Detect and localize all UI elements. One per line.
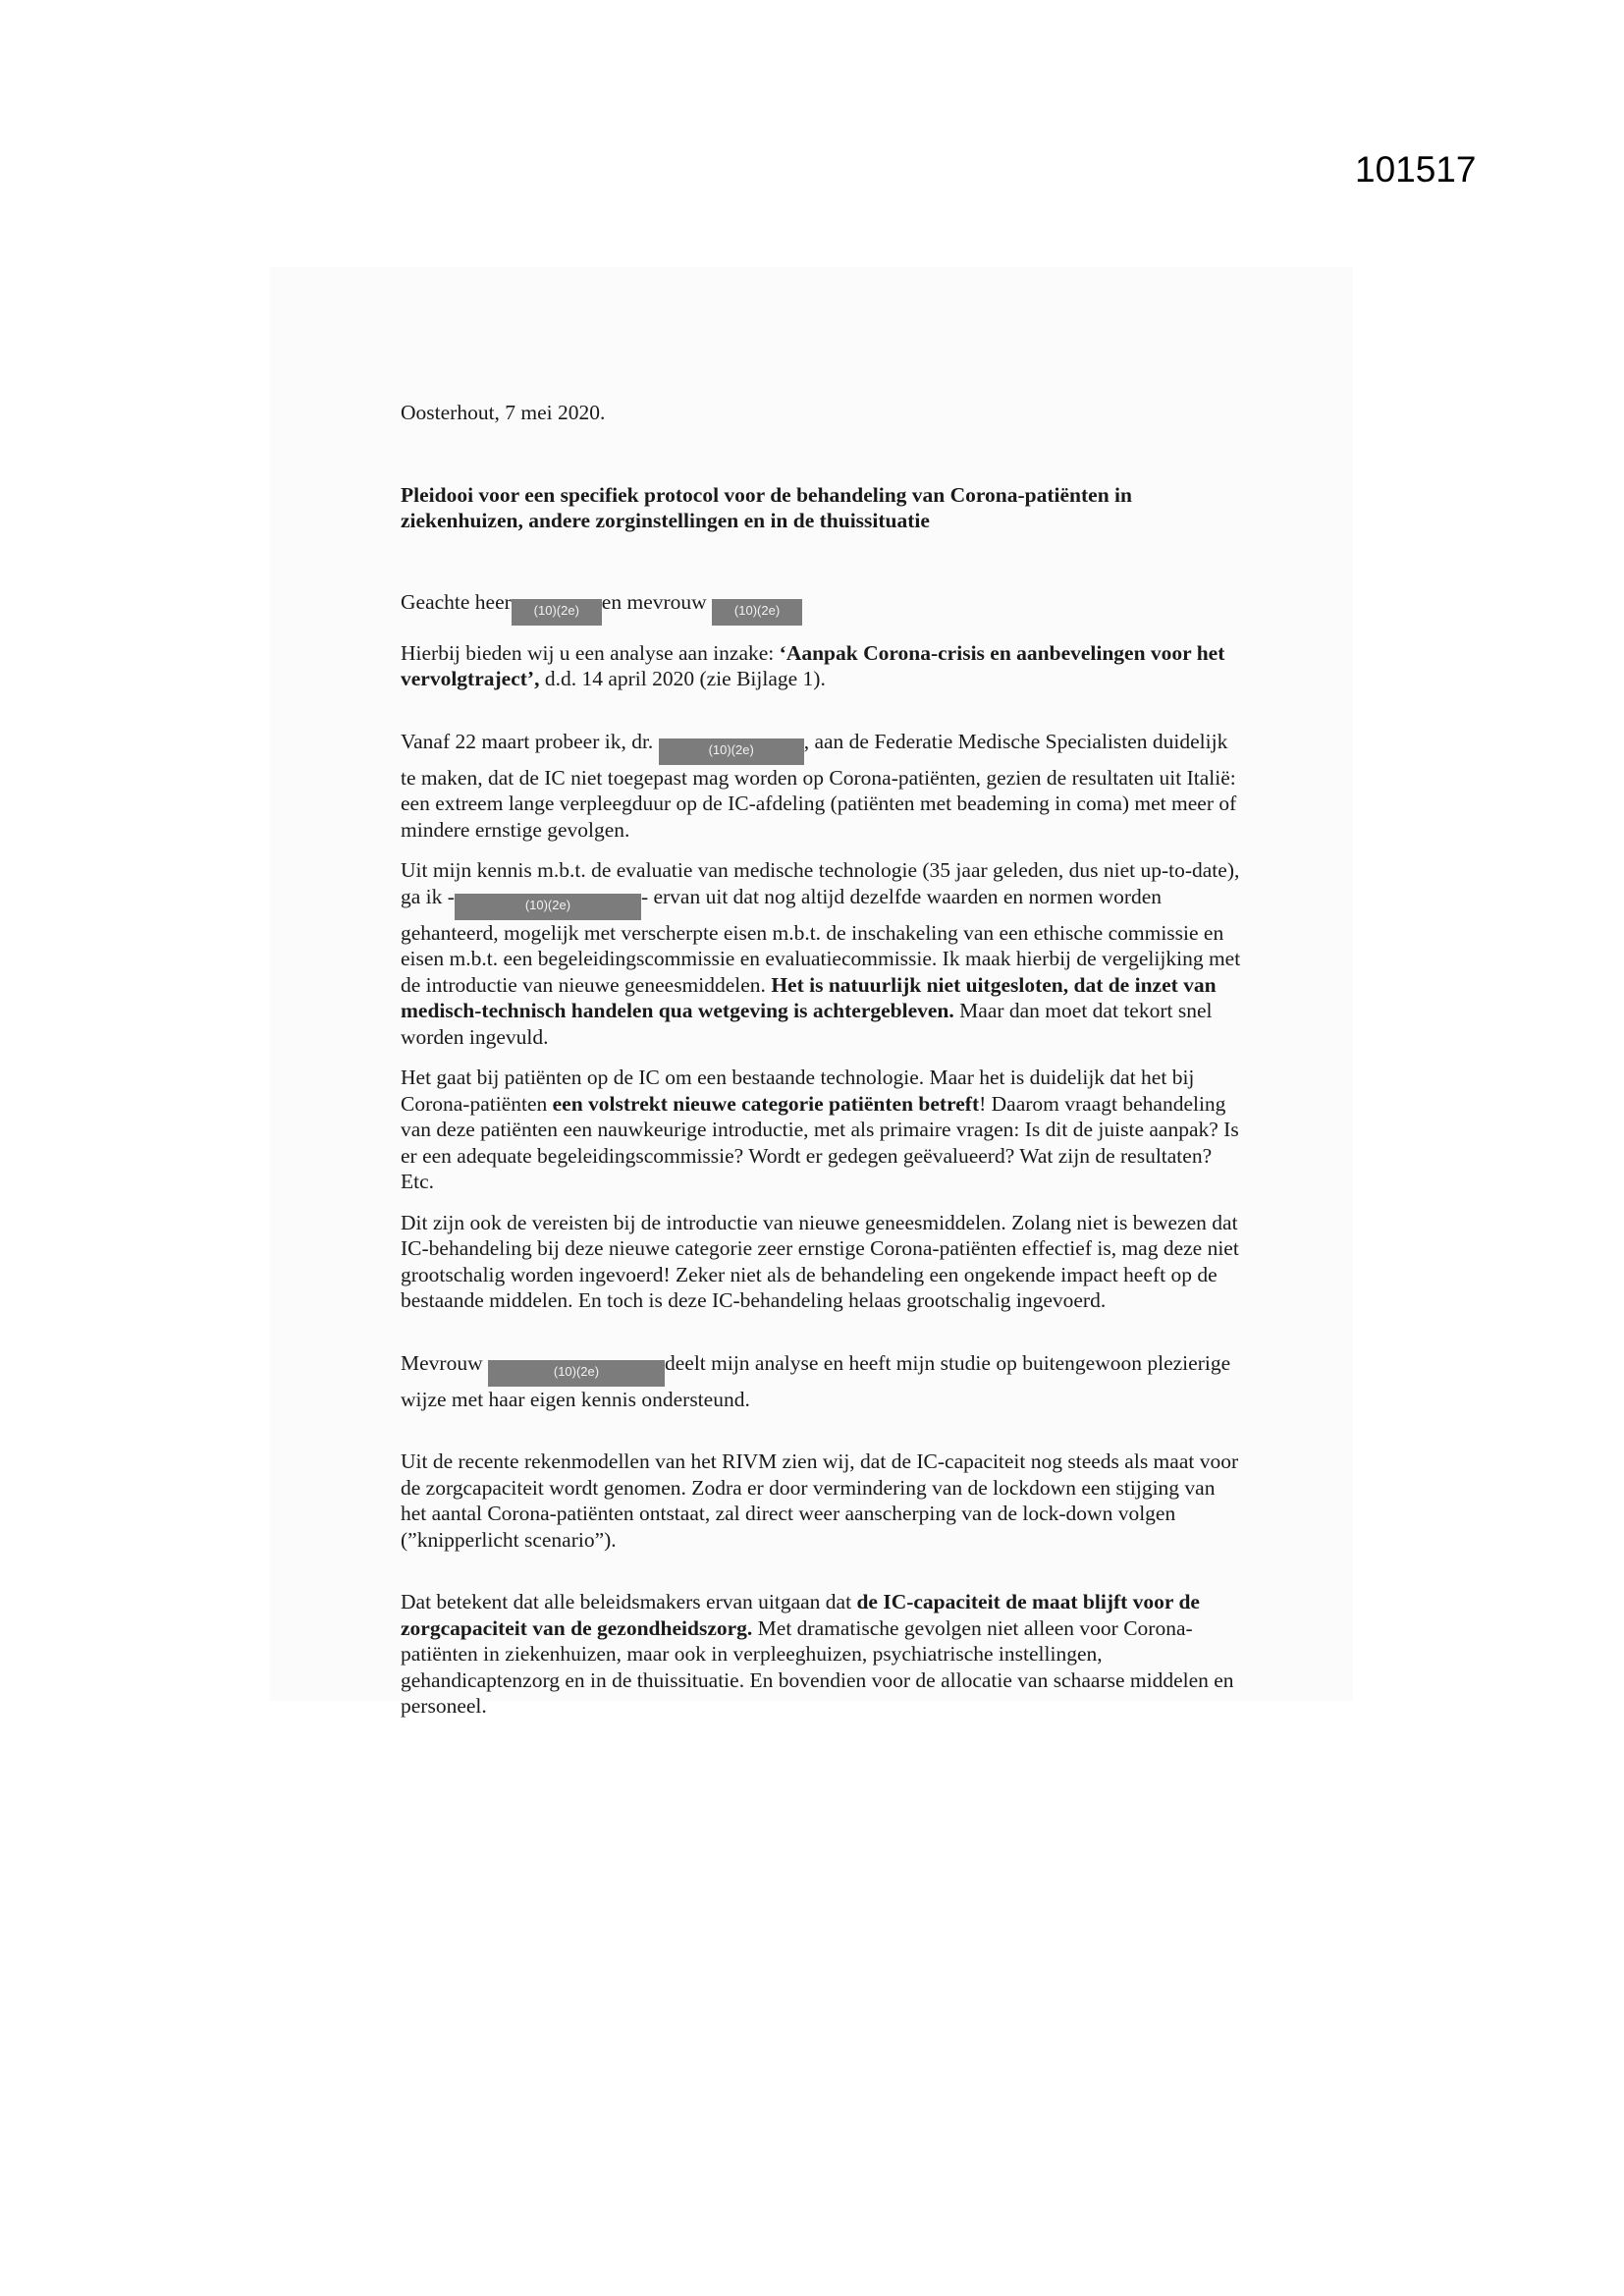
paragraph-support bbox=[401, 1350, 1245, 1413]
document-number: 101517 bbox=[1355, 149, 1477, 190]
paragraph-text: Het gaat bij patiënten op de IC om een bestaande technologie. Maar het is duidelijk dat het bij Corona-patiënten bbox=[401, 1066, 1195, 1116]
greeting bbox=[401, 589, 1245, 626]
paragraph-text: ! Daarom vraagt behandeling van deze patiënten een nauwkeurige introductie, met als primaire vragen: Is dit de juiste aanpak? Is er een adequate begeleidingscommissie? Wordt er gedegen geëvalueerd? Wat zijn de resultaten? Etc. bbox=[401, 1091, 1239, 1193]
paragraph-text: , aan de Federatie Medische Specialisten duidelijk te maken, dat de IC niet toegepast mag worden op Corona-patiënten, gezien de resultaten uit Italië: een extreem lange verpleegduur op de IC-afdeling (patiënten met beademing in coma) met meer of mindere ernstige gevolgen. bbox=[401, 729, 1237, 842]
letter-subject: Pleidooi voor een specifiek protocol voor de behandeling van Corona-patiënten in ziekenhuizen, andere zorginstellingen en in de thuissituatie bbox=[401, 482, 1132, 532]
paragraph-text: Uit mijn kennis m.b.t. de evaluatie van medische technologie (35 jaar geleden, dus niet up-to-date), ga ik - bbox=[401, 858, 1240, 908]
paragraph-text: Maar dan moet dat tekort snel worden ingevuld. bbox=[401, 999, 1213, 1049]
paragraph-text: Dat betekent dat alle beleidsmakers ervan uitgaan dat bbox=[401, 1590, 857, 1613]
paragraph-bold: de IC-capaciteit de maat blijft voor de zorgcapaciteit van de gezondheidszorg. bbox=[401, 1590, 1200, 1640]
greeting-text-1: Geachte heer bbox=[401, 589, 512, 614]
paragraph-intro bbox=[401, 640, 1245, 692]
greeting-text-2: en mevrouw bbox=[601, 589, 707, 614]
letter-body bbox=[401, 400, 1245, 1734]
redaction-box: (10)(2e) bbox=[512, 599, 602, 626]
paragraph-text: - ervan uit dat nog altijd dezelfde waarden en normen worden gehanteerd, mogelijk met verscherpte eisen m.b.t. de inschakeling van een ethische commissie en eisen m.b.t. een begeleidingscommissie en evaluatiecommissie. Ik maak hierbij de vergelijking met de introductie van nieuwe geneesmiddelen. bbox=[401, 884, 1241, 997]
paragraph-text: Mevrouw bbox=[401, 1350, 488, 1375]
place-date: Oosterhout, 7 mei 2020. bbox=[401, 401, 606, 424]
paragraph-text: Met dramatische gevolgen niet alleen voor Corona-patiënten in ziekenhuizen, maar ook in verpleeghuizen, psychiatrische instellingen, gehandicaptenzorg en in de thuissituatie. En bovendien voor de allocatie van schaarse middelen en personeel. bbox=[401, 1615, 1234, 1718]
paragraph-conclusion bbox=[401, 1589, 1245, 1720]
redaction-box: (10)(2e) bbox=[712, 599, 802, 626]
paragraph-requirements: Dit zijn ook de vereisten bij de introductie van nieuwe geneesmiddelen. Zolang niet is bewezen dat IC-behandeling bij deze nieuwe categorie zeer ernstige Corona-patiënten effectief is, mag deze niet grootschalig worden ingevoerd! Zeker niet als de behandeling een ongekende impact heeft op de bestaande middelen. En toch is deze IC-behandeling helaas grootschalig ingevoerd. bbox=[401, 1210, 1239, 1312]
paragraph-bold: Het is natuurlijk niet uitgesloten, dat de inzet van medisch-technisch handelen qua wetgeving is achtergebleven. bbox=[401, 972, 1217, 1022]
paragraph-text: Vanaf 22 maart probeer ik, dr. bbox=[401, 729, 659, 753]
paragraph-rivm: Uit de recente rekenmodellen van het RIVM zien wij, dat de IC-capaciteit nog steeds als maat voor de zorgcapaciteit wordt genomen. Zodra er door vermindering van de lockdown een stijging van het aantal Corona-patiënten ontstaat, zal direct weer aanscherping van de lock-down volgen (”knipperlicht scenario”). bbox=[401, 1449, 1239, 1552]
paragraph-text: d.d. 14 april 2020 (zie Bijlage 1). bbox=[539, 667, 826, 690]
redaction-box: (10)(2e) bbox=[659, 738, 804, 765]
paragraph-text: Hierbij bieden wij u een analyse aan inzake: bbox=[401, 640, 780, 665]
redaction-box: (10)(2e) bbox=[455, 894, 641, 920]
paragraph-bold: een volstrekt nieuwe categorie patiënten betreft bbox=[552, 1091, 980, 1116]
paragraph-knowledge bbox=[401, 857, 1245, 1050]
paragraph-since-march bbox=[401, 729, 1245, 844]
paragraph-bold: ‘Aanpak Corona-crisis en aanbevelingen voor het vervolgtraject’, bbox=[401, 640, 1225, 690]
redaction-box: (10)(2e) bbox=[488, 1360, 665, 1387]
paragraph-text: deelt mijn analyse en heeft mijn studie op buitengewoon plezierige wijze met haar eigen kennis ondersteund. bbox=[401, 1350, 1231, 1411]
paragraph-ic-technology bbox=[401, 1065, 1245, 1195]
